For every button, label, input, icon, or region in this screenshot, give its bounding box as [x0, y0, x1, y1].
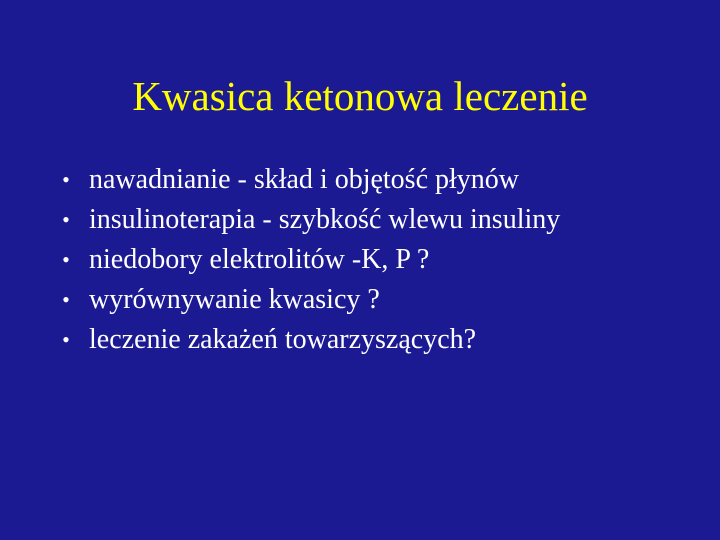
bullet-text-5: leczenie zakażeń towarzyszących? [89, 324, 477, 355]
bullet-text-1: nawadnianie - skład i objętość płynów [89, 164, 520, 195]
bullet-text-4: wyrównywanie kwasicy ? [89, 284, 380, 315]
bullet-icon: • [62, 207, 70, 232]
bullet-icon: • [62, 247, 70, 272]
slide-title: Kwasica ketonowa leczenie [132, 73, 588, 119]
bullet-icon: • [62, 167, 70, 192]
bullet-text-3: niedobory elektrolitów -K, P ? [89, 244, 430, 275]
bullet-icon: • [62, 327, 70, 352]
bullet-icon: • [62, 287, 70, 312]
bullet-text-2: insulinoterapia - szybkość wlewu insuliny [89, 204, 561, 235]
